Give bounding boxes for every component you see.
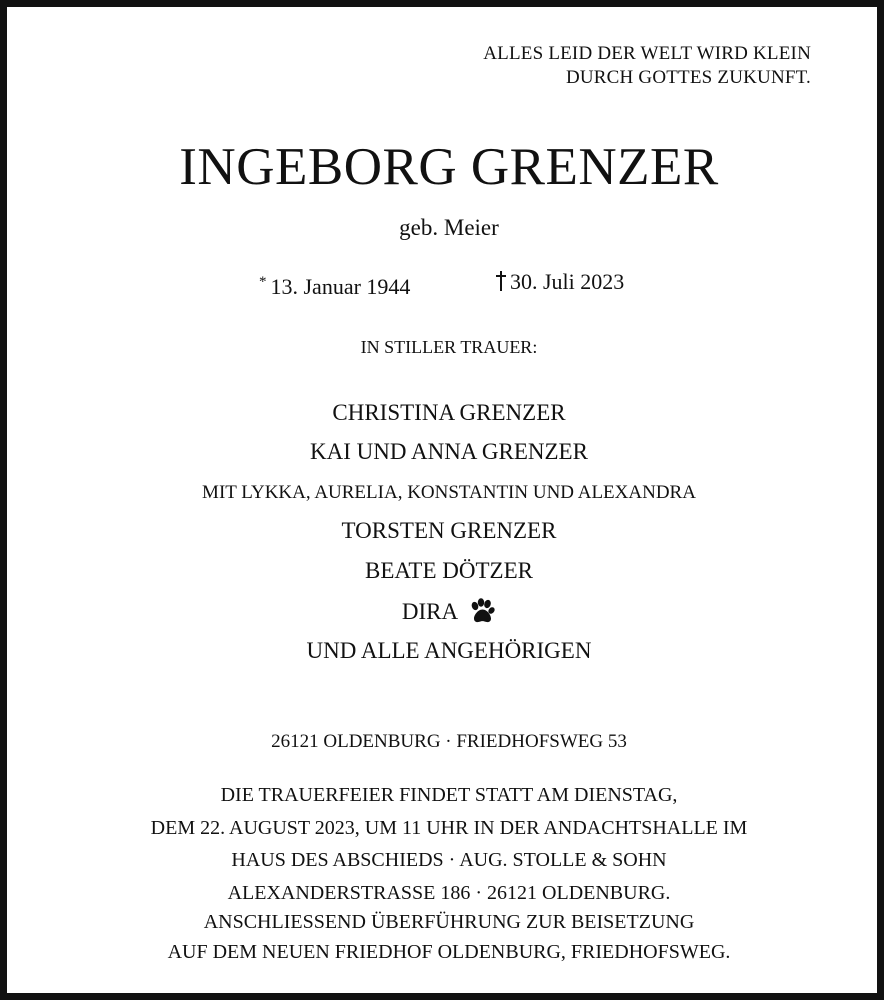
quote-line: DURCH GOTTES ZUKUNFT. [565, 67, 811, 88]
death-date-group [496, 268, 624, 296]
death-date: 30. Juli 2023 [510, 269, 625, 294]
service-line: ALEXANDERSTRASSE 186 · 26121 OLDENBURG. [227, 882, 671, 904]
mourner-line: CHRISTINA GRENZER [332, 400, 566, 425]
deceased-name: INGEBORG GRENZER [179, 138, 719, 196]
birth-date: 13. Januar 1944 [270, 274, 411, 299]
maiden-name: geb. Meier [399, 215, 499, 240]
address: 26121 OLDENBURG · FRIEDHOFSWEG 53 [271, 731, 627, 752]
mourner-line: BEATE DÖTZER [364, 558, 533, 583]
birth-date-group [259, 268, 410, 301]
service-line: ANSCHLIESSEND ÜBERFÜHRUNG ZUR BEISETZUNG [203, 911, 695, 933]
service-line: DIE TRAUERFEIER FINDET STATT AM DIENSTAG, [220, 784, 678, 806]
service-line: HAUS DES ABSCHIEDS · AUG. STOLLE & SOHN [231, 849, 667, 871]
mourning-heading: IN STILLER TRAUER: [360, 337, 538, 357]
mourner-line: UND ALLE ANGEHÖRIGEN [306, 638, 592, 663]
service-line: AUF DEM NEUEN FRIEDHOF OLDENBURG, FRIEDHOFSWEG. [167, 941, 731, 963]
service-line: DEM 22. AUGUST 2023, UM 11 UHR IN DER ANDACHTSHALLE IM [150, 817, 748, 839]
pet-name: DIRA [401, 599, 459, 624]
mourner-line: TORSTEN GRENZER [341, 518, 557, 543]
birth-symbol: * [259, 274, 267, 290]
cross-icon [496, 271, 506, 291]
quote-line: ALLES LEID DER WELT WIRD KLEIN [483, 43, 811, 64]
mourner-line-pet [7, 597, 884, 632]
paw-icon [468, 597, 496, 632]
mourner-line: KAI UND ANNA GRENZER [310, 439, 588, 464]
quote [483, 42, 811, 90]
mourner-line: MIT LYKKA, AURELIA, KONSTANTIN UND ALEXANDRA [202, 482, 696, 503]
